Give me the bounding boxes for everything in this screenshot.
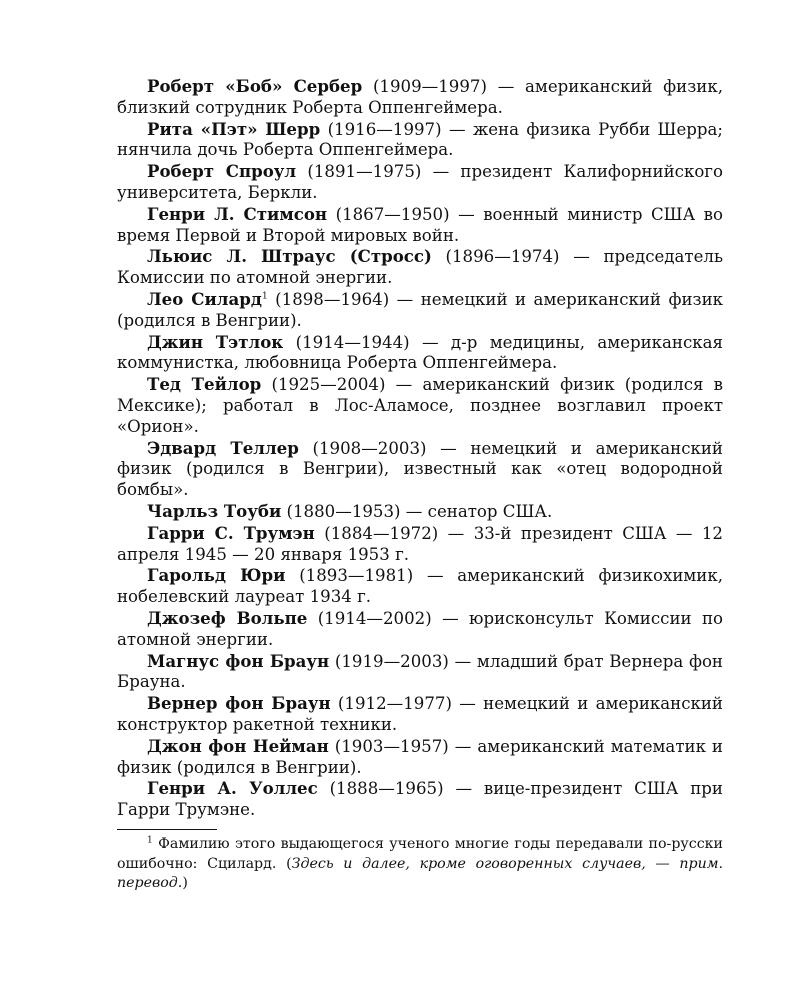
entry: [117, 438, 723, 501]
footnote-number: 1: [147, 835, 153, 846]
entry-text: (1880—1953) — сенатор США.: [281, 501, 553, 521]
entry: [117, 693, 723, 736]
footnote-divider: [117, 829, 217, 830]
entry: [117, 332, 723, 375]
entry-text: (1884—1972) — 33-й президент США — 12 апреля 1945 — 20 января 1953 г.: [117, 523, 723, 564]
entry: [117, 565, 723, 608]
entry-text: (1898—1964) — немецкий и американский физик (родился в Венгрии).: [117, 289, 723, 330]
footnote: [117, 835, 723, 894]
entry-text: (1903—1957) — американский математик и физик (родился в Венгрии).: [117, 736, 723, 777]
entry-name: Эдвард Теллер: [147, 437, 299, 458]
entry-name: Льюис Л. Штраус (Стросс): [147, 246, 432, 267]
glossary-entries: [117, 76, 723, 821]
entry-text: (1893—1981) — американский физикохимик, нобелевский лауреат 1934 г.: [117, 566, 724, 607]
entry: [117, 76, 723, 119]
entry-name: Роберт «Боб» Сербер: [147, 76, 363, 96]
entry: [117, 736, 723, 779]
entry-text: (1925—2004) — американский физик (родился в Мексике); работал в Лос-Аламосе, позднее возглавил проект «Орион».: [117, 375, 724, 436]
entry: [117, 778, 723, 821]
entry-name: Джон фон Нейман: [147, 735, 329, 756]
entry-name: Рита «Пэт» Шерр: [147, 118, 321, 139]
entry-text: (1867—1950) — военный министр США во время Первой и Второй мировых войн.: [117, 204, 723, 245]
entry: [117, 374, 723, 437]
entry: [117, 204, 723, 247]
entry-name: Вернер фон Браун: [147, 693, 331, 714]
entry: [117, 651, 723, 694]
entry-text: (1912—1977) — немецкий и американский конструктор ракетной техники.: [117, 694, 723, 734]
entry-name: Тед Тейлор: [147, 374, 262, 395]
entry-name: Чарльз Тоуби: [147, 500, 282, 521]
entry-text: (1908—2003) — немецкий и американский физик (родился в Венгрии), известный как «отец водородной бомбы».: [117, 438, 723, 500]
entry-name: Гарри С. Трумэн: [147, 522, 315, 543]
entry-name: Генри А. Уоллес: [147, 778, 318, 799]
footnote-italic-note: Здесь и далее, кроме оговоренных случаев, — прим. перевод.: [117, 855, 723, 891]
entry-name: Джин Тэтлок: [147, 331, 284, 352]
entry-name: Магнус фон Браун: [147, 650, 330, 671]
entry-text: (1916—1997) — жена физика Рубби Шерра; нянчила дочь Роберта Оппенгеймера.: [117, 119, 724, 160]
entry: [117, 246, 723, 289]
entry: [117, 119, 723, 162]
entry-name: Джозеф Вольпе: [147, 607, 308, 628]
footnote-text: Фамилию этого выдающегося ученого многие годы передавали по-русски ошибочно: Сцилард. (: [117, 836, 723, 872]
footnote-tail: ): [182, 875, 188, 891]
entry: [117, 161, 723, 204]
entry: [117, 608, 723, 651]
entry-text: (1888—1965) — вице-президент США при Гарри Трумэне.: [117, 779, 723, 820]
entry-text: (1919—2003) — младший брат Вернера фон Брауна.: [117, 651, 723, 692]
entry: [117, 501, 723, 523]
footnote-ref[interactable]: 1: [261, 291, 268, 302]
entry-name: Гарольд Юри: [147, 565, 286, 586]
entry: [117, 289, 723, 332]
entry-text: (1914—1944) — д-р медицины, американская коммунистка, любовница Роберта Оппенгеймера.: [117, 332, 723, 373]
entry-text: (1909—1997) — американский физик, близкий сотрудник Роберта Оппенгеймера.: [117, 77, 723, 117]
entry-name: Лео Силард: [147, 288, 262, 309]
entry-text: (1914—2002) — юрисконсульт Комиссии по атомной энергии.: [117, 608, 723, 649]
entry-text: (1896—1974) — председатель Комиссии по атомной энергии.: [117, 247, 723, 288]
entry-name: Роберт Спроул: [147, 161, 297, 182]
entry: [117, 523, 723, 566]
entry-name: Генри Л. Стимсон: [147, 203, 328, 224]
entry-text: (1891—1975) — президент Калифорнийского университета, Беркли.: [117, 162, 723, 202]
